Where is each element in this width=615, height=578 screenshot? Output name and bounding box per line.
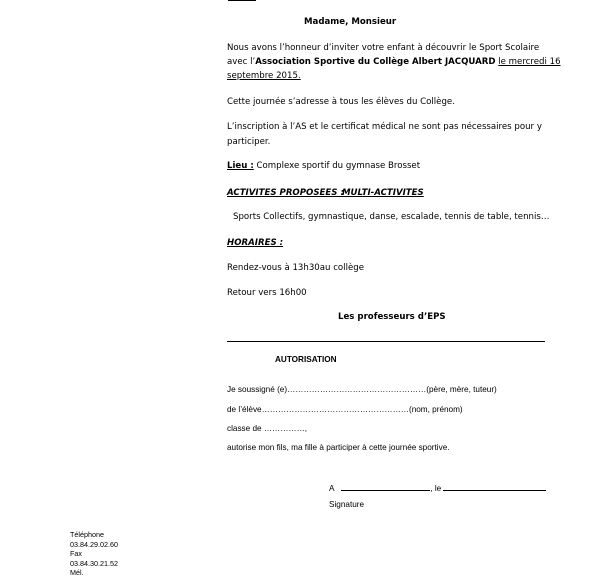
greeting: Madame, Monsieur	[304, 17, 397, 27]
signature-label: Signature	[329, 500, 365, 509]
lieu	[227, 161, 420, 171]
inscription-line-2: participer.	[227, 137, 271, 147]
association-name: Association Sportive du Collège Albert JACQUARD	[255, 57, 496, 67]
separator-line	[227, 341, 545, 342]
intro-prefix: avec l’	[227, 57, 256, 67]
intro-line-2	[227, 57, 561, 67]
authorization-line-3: classe de ……………,	[227, 424, 308, 433]
phone-label: Téléphone	[70, 530, 104, 539]
inscription-line-1: L’inscription à l’AS et le certificat médical ne sont pas nécessaires pour y	[227, 122, 542, 132]
activites-label: ACTIVITES PROPOSEES :	[227, 188, 344, 198]
place-date-line	[329, 481, 546, 494]
fax-label: Fax	[70, 549, 82, 558]
rendezvous-text: Rendez-vous à 13h30au collège	[227, 263, 364, 273]
date-blank[interactable]	[443, 481, 546, 491]
le-label: , le	[430, 484, 442, 493]
top-underline-fragment	[228, 0, 256, 1]
horaires-label: HORAIRES :	[227, 238, 284, 248]
footer-contact	[70, 530, 118, 578]
mel-label: Mél.	[70, 568, 84, 577]
event-date-part1: le mercredi 16	[498, 57, 561, 67]
intro-line-1: Nous avons l’honneur d’inviter votre enfant à découvrir le Sport Scolaire	[227, 43, 540, 53]
fax-value: 03.84.30.21.52	[70, 558, 118, 568]
signature-profs: Les professeurs d’EPS	[338, 312, 446, 322]
lieu-label: Lieu :	[227, 161, 254, 171]
authorization-line-4: autorise mon fils, ma fille à participer à cette journée sportive.	[227, 443, 450, 452]
activites-list: Sports Collectifs, gymnastique, danse, escalade, tennis de table, tennis…	[233, 212, 550, 222]
phone-value: 03.84.29.02.60	[70, 539, 118, 549]
place-blank[interactable]	[341, 481, 430, 491]
authorization-line-2: de l’élève………………………………………………(nom, prénom)	[227, 405, 463, 414]
retour-text: Retour vers 16h00	[227, 288, 307, 298]
journee-text: Cette journée s’adresse à tous les élèves du Collège.	[227, 97, 455, 107]
activites-value: MULTI-ACTIVITES	[342, 188, 424, 198]
a-label: A	[329, 484, 335, 493]
lieu-value: Complexe sportif du gymnase Brosset	[253, 161, 421, 171]
event-date-part2: septembre 2015.	[227, 71, 301, 81]
authorization-title: AUTORISATION	[275, 355, 337, 364]
authorization-line-1: Je soussigné (e)……………………………………………(père, mère, tuteur)	[227, 385, 497, 394]
